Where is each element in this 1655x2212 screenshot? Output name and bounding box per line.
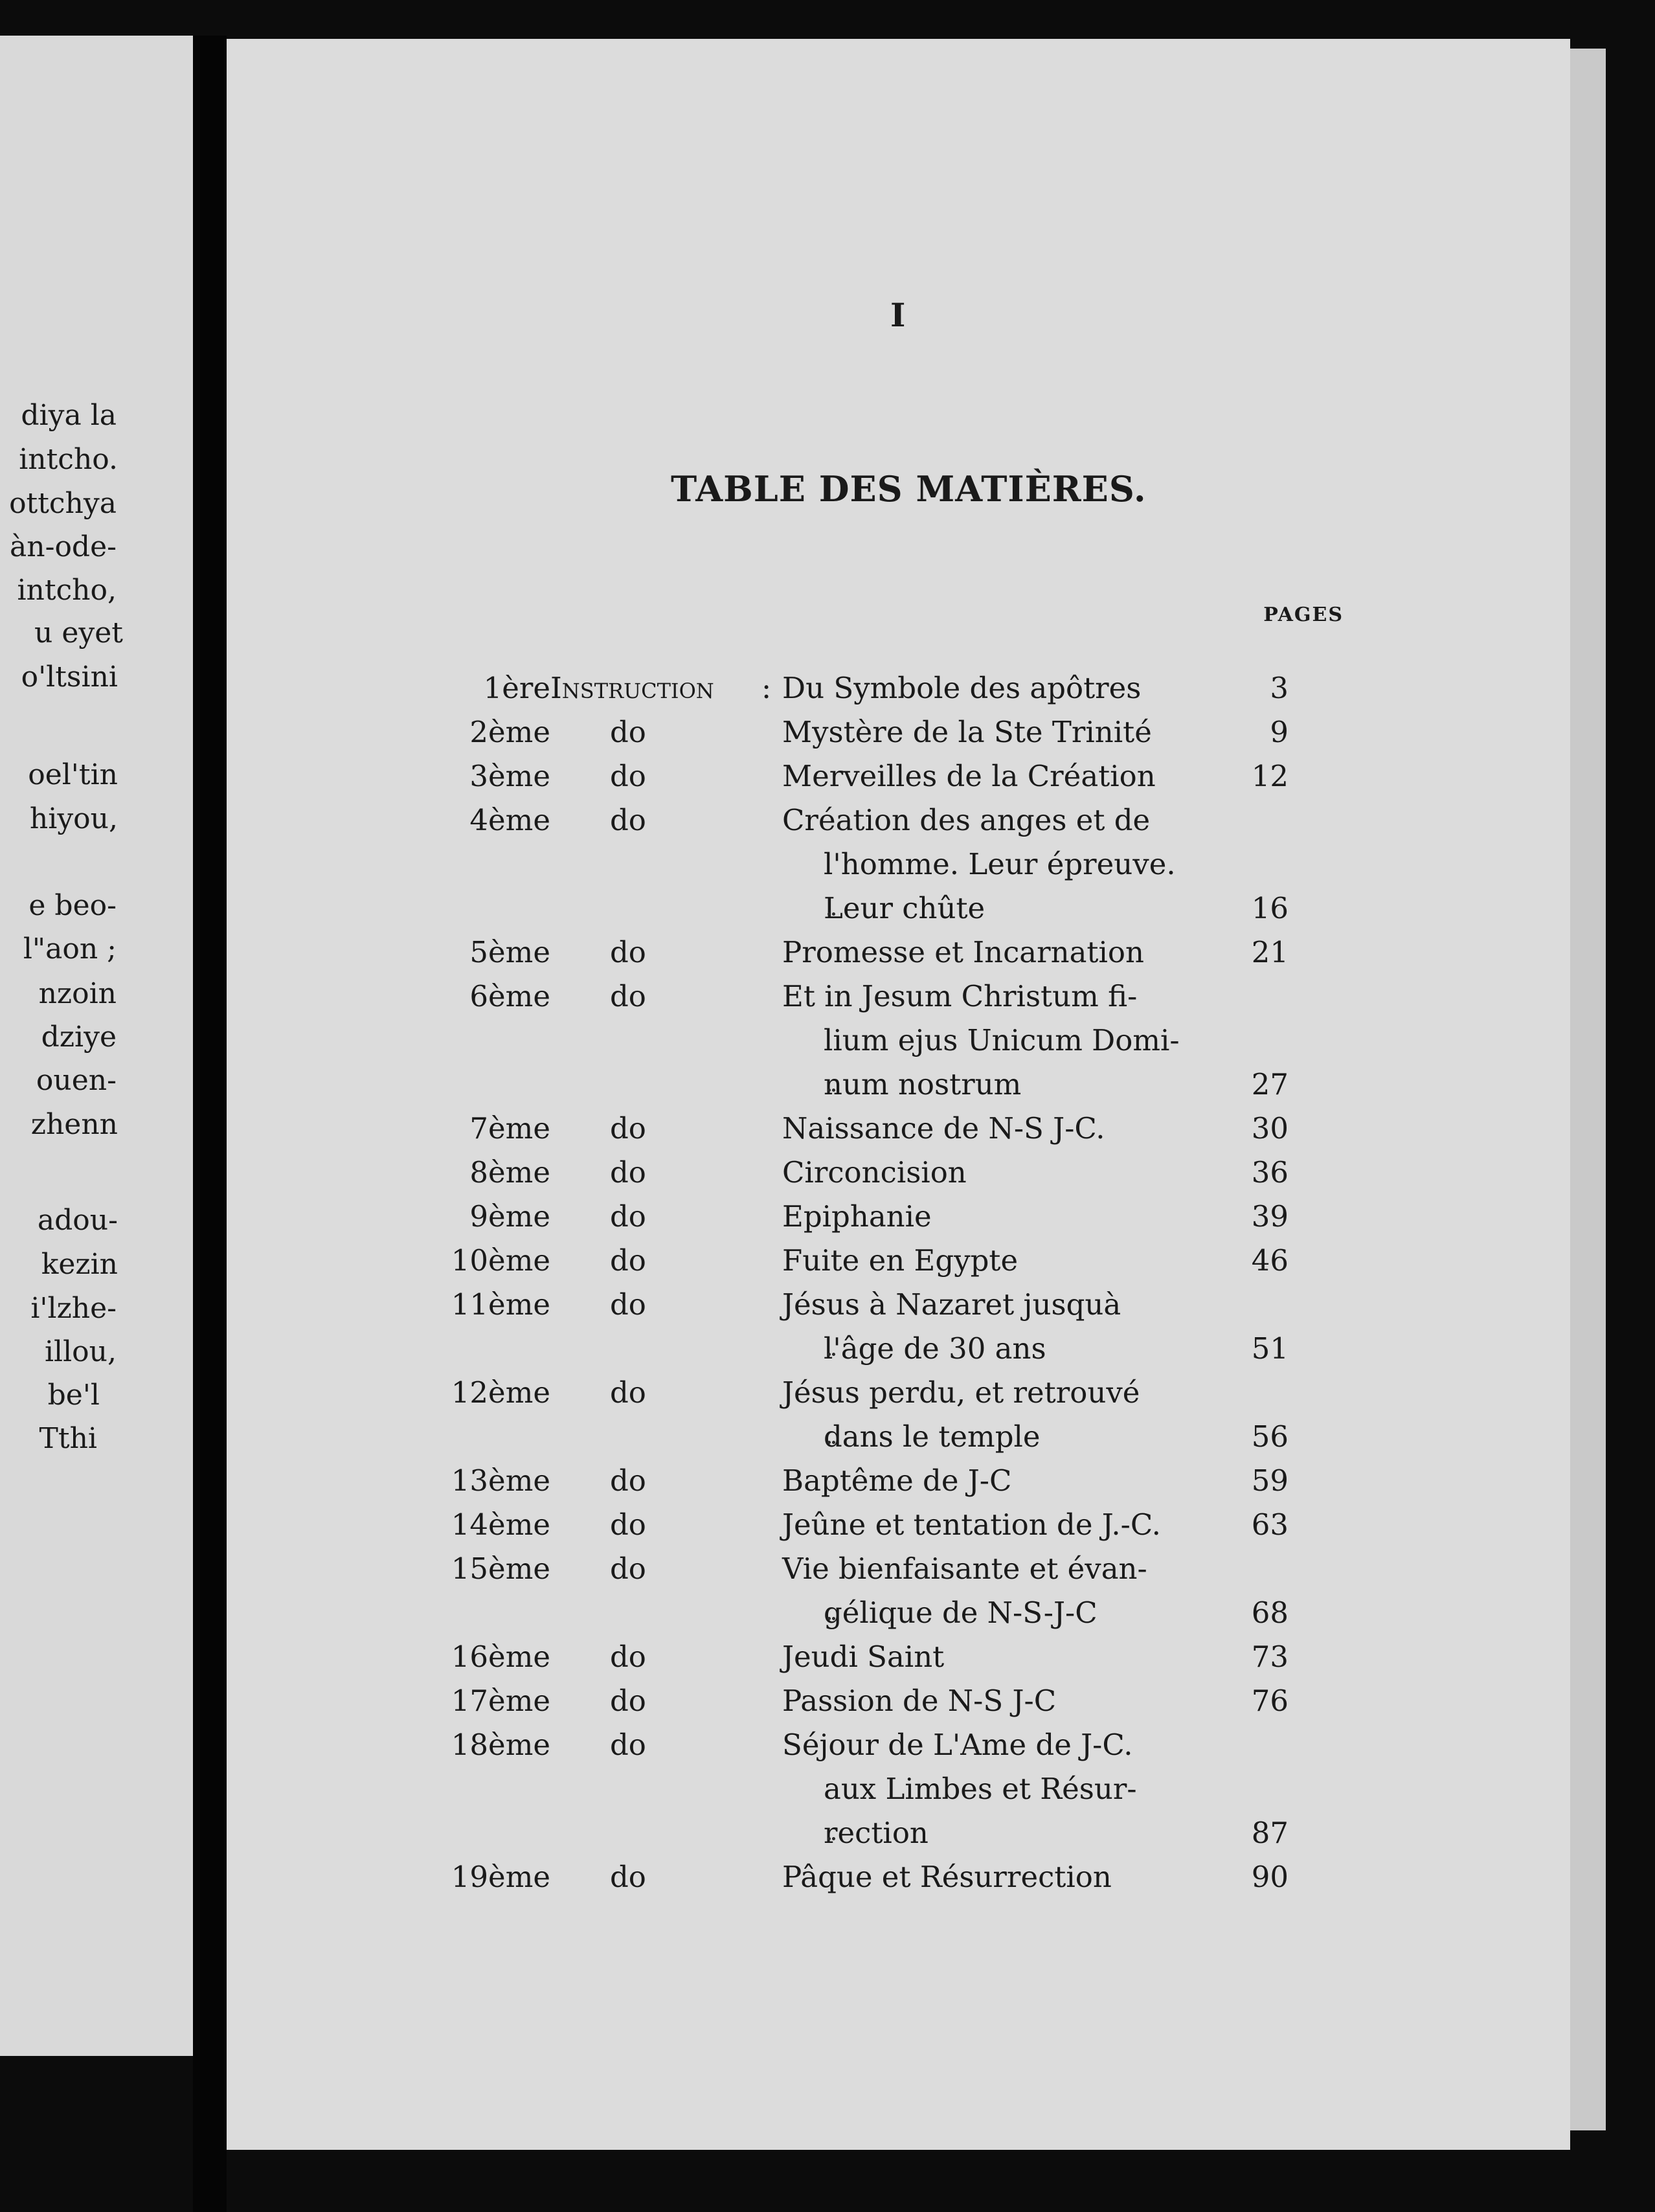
toc-ordinal: 8ème [469, 1155, 550, 1190]
toc-line [0, 934, 1655, 971]
dot-leader [828, 890, 835, 916]
toc-page-number: 90 [1251, 1860, 1289, 1894]
toc-ditto: do [610, 1684, 646, 1718]
toc-line [0, 714, 1655, 751]
toc-page-number: 73 [1251, 1640, 1289, 1674]
toc-title-text: Et in Jesum Christum fi- [782, 979, 1138, 1013]
left-page-line: i'lzhe- [30, 1292, 117, 1325]
toc-ordinal: 19ème [451, 1860, 550, 1894]
toc-line [0, 1639, 1655, 1675]
toc-page-number: 16 [1251, 891, 1289, 925]
toc-title-text: Séjour de L'Ame de J-C. [782, 1728, 1133, 1762]
left-page-line: o'ltsini [21, 660, 118, 694]
toc-page-number: 56 [1251, 1419, 1289, 1454]
toc-line [0, 1551, 1655, 1587]
left-page-line: intcho, [17, 574, 117, 607]
toc-page-number: 59 [1251, 1463, 1289, 1498]
left-page-line: Tthi [39, 1422, 97, 1455]
toc-line [0, 1375, 1655, 1411]
toc-line [0, 1331, 1655, 1367]
toc-title-text: Fuite en Egypte [782, 1243, 1019, 1278]
toc-title-text: Mystère de la Ste Trinité [782, 715, 1152, 749]
folio-number: I [890, 296, 906, 334]
toc-ditto: do [610, 1111, 646, 1146]
toc-ordinal: 1ère [483, 671, 550, 705]
toc-title-text: Passion de N-S J-C [782, 1684, 1057, 1718]
toc-page-number: 30 [1251, 1111, 1289, 1146]
toc-line [0, 1243, 1655, 1279]
dot-leader [828, 1419, 835, 1444]
toc-page-number: 27 [1251, 1067, 1289, 1101]
toc-page-number: 39 [1251, 1199, 1289, 1234]
toc-ditto: do [610, 1243, 646, 1278]
dot-leader [828, 1815, 835, 1840]
toc-page-number: 9 [1270, 715, 1289, 749]
left-page-line: àn-ode- [10, 530, 117, 563]
toc-ditto: do [610, 979, 646, 1013]
toc-line [0, 1066, 1655, 1103]
toc-ordinal: 9ème [469, 1199, 550, 1234]
toc-page-number: 36 [1251, 1155, 1289, 1190]
left-page-line: diya la [21, 399, 117, 432]
toc-ordinal: 7ème [469, 1111, 550, 1146]
toc-separator: : [761, 671, 772, 705]
toc-ditto: do [610, 803, 646, 837]
toc-ordinal: 14ème [451, 1507, 550, 1542]
pages-column-heading: PAGES [1263, 604, 1344, 626]
toc-title-text: l'homme. Leur épreuve. [824, 847, 1176, 881]
toc-line [0, 1727, 1655, 1763]
toc-ordinal: 10ème [451, 1243, 550, 1278]
toc-line [0, 846, 1655, 883]
toc-line [0, 1022, 1655, 1059]
toc-ordinal: 12ème [451, 1375, 550, 1410]
toc-ditto: do [610, 1640, 646, 1674]
left-page-line: oel'tin [28, 758, 118, 791]
toc-line [0, 1155, 1655, 1191]
dot-leader [828, 1066, 835, 1092]
toc-ditto: do [610, 935, 646, 969]
toc-line [0, 1595, 1655, 1631]
toc-title-text: Promesse et Incarnation [782, 935, 1144, 969]
toc-ordinal: 11ème [451, 1287, 550, 1322]
left-page-line: kezin [41, 1248, 118, 1281]
toc-line [0, 1199, 1655, 1235]
toc-line [0, 1287, 1655, 1323]
toc-title-text: Du Symbole des apôtres [782, 671, 1142, 705]
toc-line [0, 1771, 1655, 1807]
toc-page-number: 63 [1251, 1507, 1289, 1542]
left-page-line: nzoin [38, 977, 117, 1010]
toc-title-text: Création des anges et de [782, 803, 1151, 837]
toc-line [0, 670, 1655, 706]
left-page-line: zhenn [30, 1108, 118, 1141]
toc-title-text: Circoncision [782, 1155, 967, 1190]
toc-line [0, 1683, 1655, 1719]
toc-ditto: do [610, 1199, 646, 1234]
toc-line [0, 978, 1655, 1015]
toc-title-text: rection [824, 1816, 929, 1850]
toc-line [0, 1463, 1655, 1499]
toc-line [0, 1859, 1655, 1895]
left-page-line: be'l [47, 1379, 100, 1412]
left-page-line: hiyou, [29, 802, 118, 835]
left-page-line: l"aon ; [23, 932, 117, 965]
toc-ordinal: 15ème [451, 1552, 550, 1586]
toc-title-text: Jeudi Saint [782, 1640, 945, 1674]
toc-ordinal: 16ème [451, 1640, 550, 1674]
toc-page-number: 3 [1270, 671, 1289, 705]
left-page-line: u eyet [34, 616, 123, 649]
toc-ordinal: 18ème [451, 1728, 550, 1762]
dot-leader [828, 1595, 835, 1620]
toc-line [0, 1108, 1655, 1147]
left-page-line: ouen- [36, 1064, 117, 1097]
toc-title-text: gélique de N-S-J-C [824, 1596, 1098, 1630]
toc-ditto: do [610, 759, 646, 793]
dot-leader [828, 1331, 835, 1356]
toc-title-text: Merveilles de la Création [782, 759, 1156, 793]
toc-line [0, 802, 1655, 839]
toc-ordinal: 4ème [469, 803, 550, 837]
toc-line [0, 1815, 1655, 1851]
page-title: TABLE DES MATIÈRES. [671, 468, 1147, 510]
left-page-line: ottchya [9, 487, 117, 520]
toc-label: Instruction [550, 671, 714, 705]
toc-page-number: 87 [1251, 1816, 1289, 1850]
toc-ordinal: 5ème [469, 935, 550, 969]
toc-page-number: 51 [1251, 1331, 1289, 1366]
left-page-line: intcho. [19, 443, 118, 476]
toc-ordinal: 2ème [469, 715, 550, 749]
toc-ditto: do [610, 1552, 646, 1586]
toc-title-text: Naissance de N-S J-C. [782, 1111, 1105, 1146]
toc-title-text: Baptême de J-C [782, 1463, 1012, 1498]
toc-line [0, 1419, 1655, 1455]
toc-title-text: Pâque et Résurrection [782, 1860, 1112, 1894]
toc-title-text: l'âge de 30 ans [824, 1331, 1046, 1366]
left-page-line: dziye [41, 1021, 117, 1054]
toc-line [0, 890, 1655, 927]
toc-page-number: 21 [1251, 935, 1289, 969]
toc-ditto: do [610, 1463, 646, 1498]
toc-title-text: lium ejus Unicum Domi- [824, 1023, 1180, 1057]
toc-line [0, 1507, 1655, 1543]
toc-ditto: do [610, 1375, 646, 1410]
toc-title-text: Jésus perdu, et retrouvé [782, 1375, 1140, 1410]
toc-title-text: Epiphanie [782, 1199, 932, 1234]
toc-page-number: 76 [1251, 1684, 1289, 1718]
toc-line [0, 758, 1655, 795]
toc-title-text: Jésus à Nazaret jusquà [782, 1287, 1121, 1322]
toc-ditto: do [610, 715, 646, 749]
toc-page-number: 46 [1251, 1243, 1289, 1278]
left-page-line: e beo- [28, 889, 117, 922]
left-page-line: illou, [44, 1335, 117, 1368]
toc-title-text: Leur chûte [824, 891, 985, 925]
toc-ditto: do [610, 1287, 646, 1322]
toc-title-text: Jeûne et tentation de J.-C. [782, 1507, 1161, 1542]
toc-page-number: 68 [1251, 1596, 1289, 1630]
left-page-line: adou- [37, 1204, 118, 1237]
toc-ditto: do [610, 1155, 646, 1190]
toc-title-text: aux Limbes et Résur- [824, 1772, 1137, 1806]
toc-ordinal: 6ème [469, 979, 550, 1013]
toc-title-text: dans le temple [824, 1419, 1041, 1454]
toc-ditto: do [610, 1860, 646, 1894]
toc-title-text: num nostrum [824, 1067, 1022, 1101]
toc-page-number: 12 [1251, 759, 1289, 793]
toc-ordinal: 3ème [469, 759, 550, 793]
toc-title-text: Vie bienfaisante et évan- [782, 1552, 1147, 1586]
toc-ditto: do [610, 1728, 646, 1762]
toc-ordinal: 17ème [451, 1684, 550, 1718]
toc-ditto: do [610, 1507, 646, 1542]
toc-ordinal: 13ème [451, 1463, 550, 1498]
